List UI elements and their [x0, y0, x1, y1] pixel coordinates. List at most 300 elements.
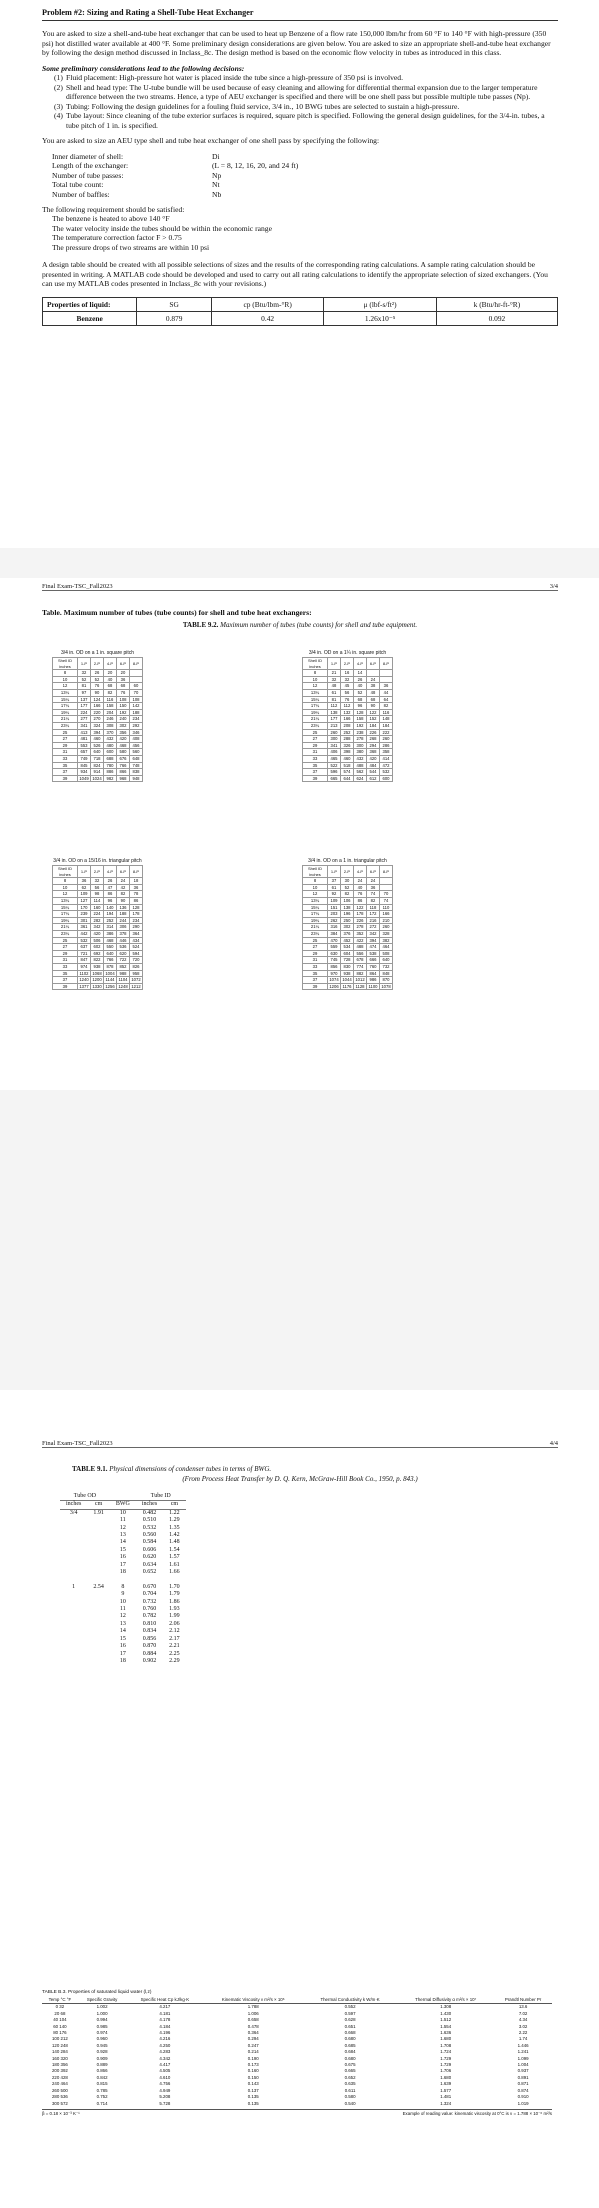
water-cell: 4.178 — [159, 2017, 171, 2023]
table-row — [60, 1554, 186, 1561]
shell-id-cell: 33 — [303, 963, 328, 970]
table-row — [303, 729, 393, 736]
water-cell: 4.342 — [159, 2055, 171, 2061]
bwg-cell: 11 — [119, 1606, 126, 1613]
water-cell: 0.680 — [344, 2036, 356, 2042]
tube-count-cell: 24 — [354, 878, 367, 885]
tube-count-cell: 948 — [130, 775, 143, 782]
tube-count-cell: 108 — [130, 696, 143, 703]
shell-id-cell: 21¼ — [303, 716, 328, 723]
liquid-name: Benzene — [43, 311, 137, 325]
requirement-item: The temperature correction factor F > 0.75 — [52, 233, 182, 243]
shell-id-cell: 17¼ — [53, 703, 78, 710]
table-row — [303, 950, 393, 957]
tube-count-cell: 132 — [341, 709, 354, 716]
shell-id-cell: 23¼ — [303, 930, 328, 937]
water-header-cell: Thermal Conductivity k W/m·K — [303, 1997, 397, 2004]
tube-count-cell: 192 — [117, 709, 130, 716]
bwg-cell — [87, 1599, 110, 1606]
water-cell: 0.937 — [517, 2068, 529, 2074]
bwg-cell: 2.12 — [169, 1628, 180, 1635]
table-row — [60, 1651, 186, 1658]
table-row — [303, 762, 393, 769]
tube-count-cell: 408 — [130, 736, 143, 743]
tube-count-cell: 1248 — [118, 983, 128, 989]
tube-count-cell: 376 — [341, 930, 354, 937]
water-cell: 0.580 — [344, 2094, 356, 2100]
water-cell: 0.173 — [247, 2062, 259, 2068]
water-cell: 5.728 — [159, 2100, 171, 2106]
bwg-cell: 0.482 — [142, 1509, 157, 1516]
table-row — [60, 1643, 186, 1650]
tube-count-cell: 76 — [91, 683, 104, 690]
water-cell: 4.610 — [159, 2074, 171, 2080]
table-row — [60, 1547, 186, 1554]
tube-count-cell: 48 — [328, 683, 341, 690]
shell-id-cell: 33 — [303, 755, 328, 762]
tube-count-cell: 82 — [367, 897, 380, 904]
bwg-cell — [87, 1562, 110, 1569]
bwg-cell — [87, 1621, 110, 1628]
table-row — [53, 897, 143, 904]
tube-count-cell: 220 — [91, 709, 104, 716]
variable-label: Total tube count: — [52, 180, 104, 190]
tube-count-cell: 341 — [78, 722, 91, 729]
shell-id-cell: 10 — [53, 676, 78, 683]
shell-id-cell: 12 — [53, 683, 78, 690]
table-row — [60, 1628, 186, 1635]
tube-count-cell: 204 — [104, 709, 117, 716]
tube-count-cell: 82 — [104, 689, 117, 696]
tube-count-cell: 398 — [341, 749, 354, 756]
tube-count-cell: 239 — [78, 911, 91, 918]
header-cp: cp (Btu/lbm-°R) — [211, 297, 323, 311]
bwg-cell — [60, 1643, 87, 1650]
grid-header-cell: 2-P — [341, 658, 354, 670]
tube-count-cell: 106 — [341, 897, 354, 904]
value-k: 0.092 — [436, 311, 557, 325]
tube-count-cell: 109 — [328, 897, 341, 904]
page-separator — [0, 548, 599, 578]
tube-count-cell: 432 — [104, 736, 117, 743]
shell-id-cell: 27 — [303, 736, 328, 743]
bwg-cell — [60, 1658, 87, 1665]
bwg-cell: 1.42 — [169, 1532, 180, 1539]
tube-count-cell: 252 — [341, 729, 354, 736]
water-cell: 2.22 — [518, 2030, 528, 2036]
tube-count-cell: 544 — [367, 769, 380, 776]
footer-page-number: 4/4 — [549, 1440, 558, 1447]
variable-label: Number of baffles: — [52, 189, 110, 199]
tube-count-cell: 184 — [380, 722, 393, 729]
tube-count-cell: 226 — [367, 729, 380, 736]
problem-title: Problem #2: Sizing and Rating a Shell-Tube Heat Exchanger — [42, 8, 558, 21]
variable-row — [52, 161, 558, 170]
tube-count-cell: 24 — [367, 676, 380, 683]
tube-count-cell: 420 — [367, 755, 380, 762]
tube-count-cell: 361 — [78, 924, 91, 931]
tube-count-cell: 61 — [328, 689, 341, 696]
bwg-cell: 15 — [119, 1546, 126, 1553]
water-cell: 1.099 — [517, 2055, 529, 2061]
tube-count-cell: 364 — [130, 930, 143, 937]
water-cell: 220 428 — [51, 2074, 68, 2080]
tube-count-cell: 1078 — [381, 983, 391, 989]
table-row — [303, 884, 393, 891]
tube-count-cell: 594 — [130, 950, 143, 957]
header-od-cm: cm — [87, 1501, 110, 1509]
water-cell: 0.135 — [247, 2100, 259, 2106]
tube-count-cell: 420 — [91, 930, 104, 937]
tube-count-cell: 166 — [91, 703, 104, 710]
shell-id-cell: 25 — [53, 937, 78, 944]
tube-count-cell: 90 — [367, 703, 380, 710]
tube-count-cell: 550 — [104, 944, 117, 951]
shell-id-cell: 19¼ — [53, 709, 78, 716]
tube-count-cell: 532 — [78, 937, 91, 944]
variable-label: Length of the exchanger: — [52, 161, 129, 171]
tube-count-cell: 74 — [367, 891, 380, 898]
consideration-text: Fluid placement: High-pressure hot water is placed inside the tube since a high-pressure of 350 psi is involved. — [66, 73, 403, 83]
bwg-cell: 0.704 — [142, 1591, 157, 1598]
tube-count-cell: 864 — [367, 970, 380, 977]
grid-header-cell: Shell ID inches — [303, 866, 328, 878]
tube-count-cell — [130, 676, 143, 683]
bwg-cell: 18 — [119, 1569, 126, 1576]
tube-count-cell: 356 — [117, 729, 130, 736]
tube-count-cell: 90 — [117, 897, 130, 904]
bwg-cell — [60, 1606, 87, 1613]
tube-count-cell: 148 — [380, 716, 393, 723]
bwg-cell — [60, 1651, 87, 1658]
grid-title: 3/4 in. OD on a 15/16 in. triangular pitch — [53, 858, 142, 864]
bwg-cell — [60, 1636, 87, 1643]
tube-count-cell: 138 — [328, 709, 341, 716]
water-cell: 0.871 — [517, 2081, 529, 2087]
page-separator — [0, 1090, 599, 1390]
shell-id-cell: 12 — [303, 891, 328, 898]
bwg-cell: 14 — [119, 1628, 126, 1635]
bwg-cell — [87, 1613, 110, 1620]
grid-header-cell: 8-P — [380, 658, 393, 670]
tube-count-cell: 290 — [130, 924, 143, 931]
table-row — [53, 703, 143, 710]
table-row — [53, 755, 143, 762]
header-od-inches: inches — [60, 1501, 87, 1509]
water-table-footnote — [42, 2109, 552, 2117]
tube-count-cell: 170 — [78, 904, 91, 911]
shell-id-cell: 29 — [303, 742, 328, 749]
tube-count-table — [302, 865, 393, 990]
water-cell: 0.714 — [96, 2100, 108, 2106]
shell-id-cell: 21¼ — [53, 924, 78, 931]
bwg-cell — [87, 1525, 110, 1532]
bwg-cell: 15 — [119, 1635, 126, 1642]
water-cell: 4.505 — [159, 2068, 171, 2074]
tube-count-cell: 30 — [341, 878, 354, 885]
tube-count-cell: 224 — [91, 911, 104, 918]
bwg-cell: 0.760 — [142, 1606, 157, 1613]
tube-count-cell: 81 — [328, 696, 341, 703]
water-cell: 300 572 — [51, 2100, 68, 2106]
water-cell: 0.752 — [96, 2094, 108, 2100]
water-cell: 0.214 — [247, 2049, 259, 2055]
tube-count-cell: 158 — [354, 716, 367, 723]
tube-count-cell: 1330 — [92, 983, 102, 989]
tube-count-cell: 116 — [380, 709, 393, 716]
table-9-1-label: TABLE 9.1. — [72, 1465, 108, 1473]
tube-count-cell: 142 — [130, 703, 143, 710]
group-header-tube-od: Tube OD — [60, 1493, 110, 1501]
table-row — [53, 709, 143, 716]
tube-count-cell: 36 — [78, 878, 91, 885]
tube-count-cell: 553 — [78, 742, 91, 749]
variable-symbol: Nb — [212, 189, 222, 199]
tube-count-cell: 1102 — [79, 970, 89, 976]
water-cell: 0.651 — [344, 2023, 356, 2029]
water-cell: 1.680 — [440, 2074, 452, 2080]
water-table-caption: TABLE B.3. Properties of saturated liquid water (l,z) — [42, 1990, 152, 1995]
considerations-heading: Some preliminary considerations lead to the following decisions: — [42, 63, 245, 73]
table-row — [53, 878, 143, 885]
tube-count-cell: 378 — [117, 930, 130, 937]
bwg-cell: 0.834 — [142, 1628, 157, 1635]
water-cell: 3.02 — [518, 2023, 528, 2029]
water-cell: 0.294 — [247, 2036, 259, 2042]
bwg-cell: 12 — [119, 1613, 126, 1620]
bwg-cell: 14 — [119, 1539, 126, 1546]
bwg-cell: 0.810 — [142, 1620, 157, 1627]
water-cell: 0.680 — [344, 2055, 356, 2061]
table-row — [303, 703, 393, 710]
grid-title: 3/4 in. OD on a 1¼ in. square pitch — [308, 650, 387, 656]
tube-count-cell: 1100 — [368, 983, 378, 989]
water-cell: 0.910 — [517, 2094, 529, 2100]
table-row — [303, 957, 393, 964]
tube-count-cell: 288 — [341, 736, 354, 743]
tube-count-cell: 648 — [130, 755, 143, 762]
tube-count-cell: 386 — [104, 930, 117, 937]
tube-count-cell: 536 — [117, 944, 130, 951]
bwg-cell — [87, 1576, 110, 1583]
tube-count-cell: 612 — [367, 775, 380, 782]
tube-count-cell: 82 — [117, 891, 130, 898]
shell-id-cell: 25 — [53, 729, 78, 736]
shell-id-cell: 31 — [53, 749, 78, 756]
tube-count-cell: 44 — [380, 689, 393, 696]
shell-id-cell: 39 — [53, 775, 78, 782]
water-cell: 1.680 — [440, 2036, 452, 2042]
tube-count-cell: 234 — [130, 917, 143, 924]
tube-count-cell: 718 — [91, 755, 104, 762]
water-cell: 0.985 — [96, 2023, 108, 2029]
tube-count-cell: 48 — [367, 689, 380, 696]
bwg-cell: 16 — [119, 1554, 126, 1561]
shell-id-cell: 23¼ — [53, 722, 78, 729]
tube-count-cell: 76 — [354, 891, 367, 898]
tube-count-cell: 534 — [341, 944, 354, 951]
tube-count-cell: 472 — [380, 762, 393, 769]
table-row — [60, 1509, 186, 1517]
shell-id-cell: 19¼ — [303, 917, 328, 924]
tube-count-cell: 260 — [380, 736, 393, 743]
tube-count-cell: 124 — [91, 696, 104, 703]
shell-id-cell: 39 — [303, 983, 328, 990]
requirement-item: The pressure drops of two streams are within 10 psi — [52, 242, 210, 252]
tube-count-cell: 688 — [104, 755, 117, 762]
tube-count-cell: 158 — [104, 703, 117, 710]
grid-title: 3/4 in. OD on a 1 in. square pitch — [60, 650, 135, 656]
shell-id-cell: 31 — [53, 957, 78, 964]
table-row — [60, 1591, 186, 1598]
water-cell: 1.729 — [440, 2055, 452, 2061]
tube-count-cell: 24 — [367, 878, 380, 885]
tube-count-cell: 328 — [380, 930, 393, 937]
tube-count-cell: 70 — [130, 689, 143, 696]
bwg-table — [60, 1493, 186, 1665]
table-row — [60, 1525, 186, 1532]
table-row — [53, 884, 143, 891]
bwg-cell — [60, 1569, 87, 1576]
shell-id-cell: 27 — [53, 944, 78, 951]
tube-count-cell — [380, 878, 393, 885]
requirement-item: The water velocity inside the tubes should be within the economic range — [52, 223, 272, 233]
table-row — [303, 769, 393, 776]
table-row — [60, 1584, 186, 1591]
water-cell: 0.135 — [247, 2094, 259, 2100]
water-cell: 0.866 — [96, 2068, 108, 2074]
table-row — [53, 970, 143, 977]
water-header-cell: Temp °C °F — [42, 1997, 78, 2004]
table-row — [303, 709, 393, 716]
tube-count-cell: 692 — [91, 950, 104, 957]
bwg-cell — [87, 1539, 110, 1546]
consideration-number: (2) — [54, 82, 63, 92]
tube-count-cell: 358 — [380, 749, 393, 756]
tube-count-cell — [380, 676, 393, 683]
tube-count-cell: 260 — [328, 729, 341, 736]
tube-count-table — [52, 657, 143, 782]
bwg-cell: 10 — [119, 1509, 126, 1516]
tube-count-cell: 562 — [354, 769, 367, 776]
tube-count-cell: 97 — [78, 689, 91, 696]
table-row — [53, 957, 143, 964]
bwg-cell: 1.70 — [169, 1583, 180, 1590]
water-cell: 1.724 — [440, 2049, 452, 2055]
shell-id-cell: 13¼ — [53, 897, 78, 904]
tube-count-cell: 86 — [104, 891, 117, 898]
bwg-cell: 17 — [119, 1561, 126, 1568]
water-cell: 4.283 — [159, 2049, 171, 2055]
table-row — [53, 775, 143, 782]
water-cell: 1.241 — [517, 2049, 529, 2055]
consideration-item — [54, 102, 558, 111]
bwg-cell — [87, 1651, 110, 1658]
shell-id-cell: 31 — [303, 957, 328, 964]
tube-count-cell: 560 — [130, 749, 143, 756]
variable-row — [52, 171, 558, 180]
table-row — [42, 2101, 552, 2107]
shell-id-cell: 13¼ — [303, 897, 328, 904]
tube-count-cell: 86 — [130, 897, 143, 904]
variables-list — [52, 152, 558, 199]
bwg-cell: 0.634 — [142, 1561, 157, 1568]
bwg-cell: 0.584 — [142, 1539, 157, 1546]
tube-count-cell: 460 — [341, 755, 354, 762]
tube-count-cell: 114 — [91, 897, 104, 904]
tube-count-cell: 268 — [367, 736, 380, 743]
consideration-number: (3) — [54, 101, 63, 111]
bwg-cell — [60, 1576, 87, 1583]
tube-count-cell: 136 — [117, 904, 130, 911]
water-cell: 0.785 — [96, 2087, 108, 2093]
bwg-cell: 2.06 — [169, 1620, 180, 1627]
shell-id-cell: 37 — [53, 977, 78, 984]
tube-count-cell: 109 — [78, 891, 91, 898]
consideration-number: (4) — [54, 111, 63, 121]
tube-count-cell: 413 — [78, 729, 91, 736]
tube-count-cell: 178 — [130, 911, 143, 918]
tube-count-cell: 294 — [367, 742, 380, 749]
tube-count-cell: 630 — [328, 950, 341, 957]
tube-count-cell: 56 — [341, 689, 354, 696]
footer-page-number: 3/4 — [549, 583, 558, 590]
table-row — [53, 749, 143, 756]
tube-count-cell: 90 — [91, 689, 104, 696]
shell-id-cell: 12 — [53, 891, 78, 898]
tube-count-grid — [302, 858, 393, 990]
water-cell: 1.639 — [440, 2081, 452, 2087]
shell-id-cell: 17¼ — [303, 911, 328, 918]
tube-count-cell: 1104 — [118, 977, 128, 983]
tube-count-cell: 676 — [117, 755, 130, 762]
tube-count-cell: 432 — [354, 755, 367, 762]
water-cell: 1.788 — [247, 2004, 259, 2010]
tube-count-cell: 26 — [104, 878, 117, 885]
tube-count-cell: 210 — [380, 917, 393, 924]
shell-id-cell: 35 — [303, 970, 328, 977]
table-row — [53, 983, 143, 990]
water-cell: 280 536 — [51, 2094, 68, 2100]
tube-count-cell: 600 — [104, 749, 117, 756]
tube-count-cell: 194 — [104, 911, 117, 918]
tube-count-cell: 178 — [354, 911, 367, 918]
tube-count-cell: 302 — [341, 924, 354, 931]
tube-count-cell: 166 — [380, 911, 393, 918]
tube-count-cell: 196 — [341, 911, 354, 918]
shell-id-cell: 17¼ — [303, 703, 328, 710]
water-cell: 80 176 — [53, 2030, 67, 2036]
bwg-cell: 0.884 — [142, 1650, 157, 1657]
tube-count-cell: 326 — [341, 742, 354, 749]
water-cell: 1.004 — [517, 2062, 529, 2068]
tube-count-cell: 856 — [328, 963, 341, 970]
bwg-cell — [136, 1576, 163, 1583]
table-row — [53, 670, 143, 677]
bwg-cell: 3/4 — [69, 1509, 78, 1516]
water-cell: 1.308 — [440, 2004, 452, 2010]
tube-count-cell: 118 — [367, 904, 380, 911]
tube-count-cell: 52 — [341, 884, 354, 891]
header-sg: SG — [137, 297, 212, 311]
table-row — [60, 1576, 186, 1583]
tube-count-cell: 172 — [367, 911, 380, 918]
tube-count-cell: 624 — [354, 775, 367, 782]
water-cell: 1.708 — [440, 2042, 452, 2048]
bwg-cell: 1.54 — [169, 1546, 180, 1553]
tube-count-cell: 26 — [91, 670, 104, 677]
water-cell: 0.928 — [96, 2049, 108, 2055]
